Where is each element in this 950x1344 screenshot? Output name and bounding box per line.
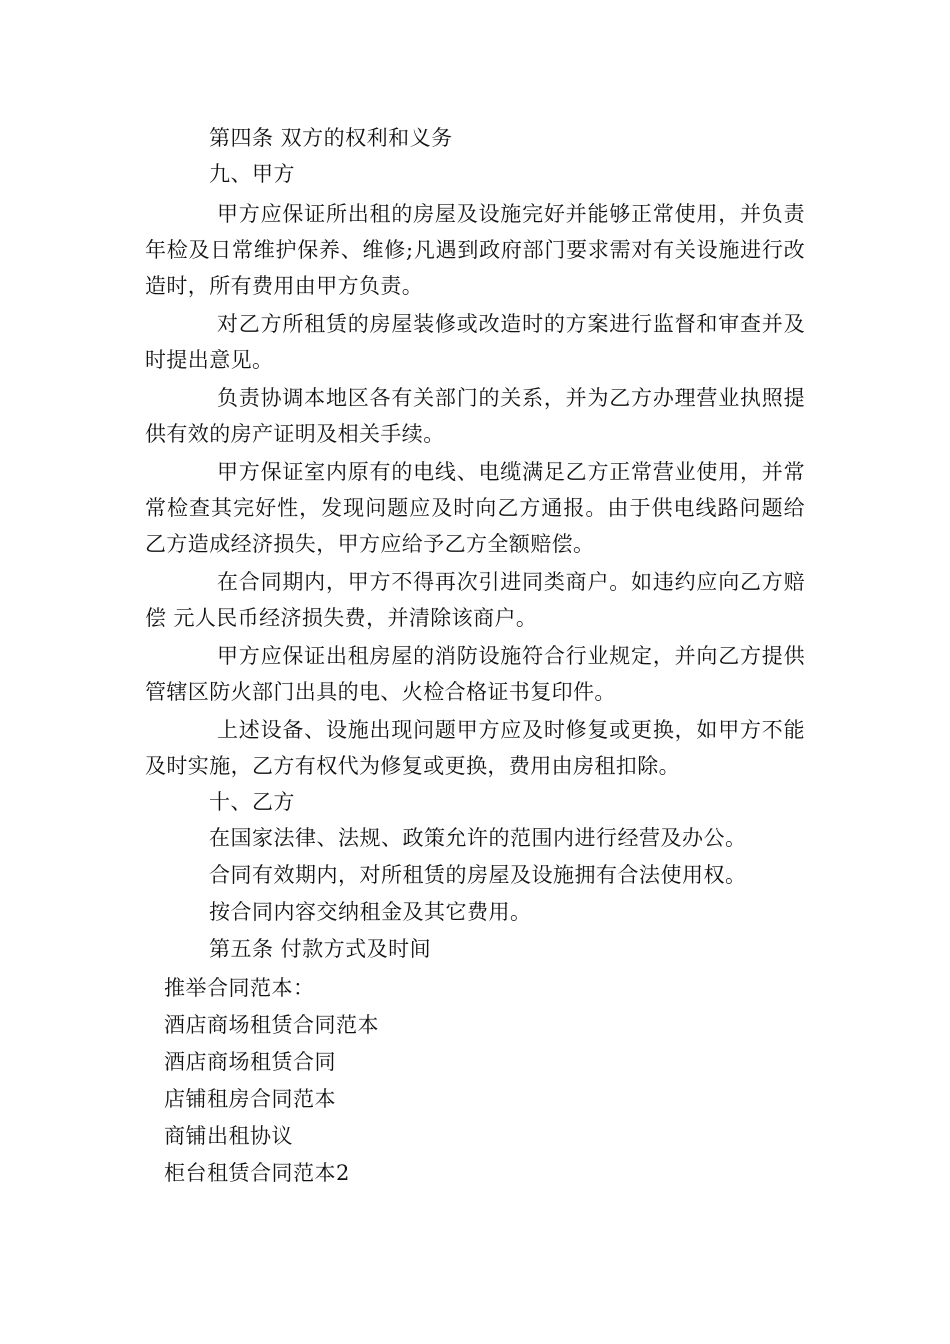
section10-heading: 十、乙方 (209, 790, 295, 814)
article4-heading: 第四条 双方的权利和义务 (209, 126, 453, 150)
recommend-link-5[interactable]: 柜台租赁合同范本2 (164, 1161, 350, 1185)
party-b-item-1: 在国家法律、法规、政策允许的范围内进行经营及办公。 (209, 826, 747, 850)
party-a-paragraph-6: 甲方应保证出租房屋的消防设施符合行业规定，并向乙方提供管辖区防火部门出具的电、火检合格证书复印件。 (145, 644, 805, 704)
recommend-link-4[interactable]: 商铺出租协议 (164, 1124, 293, 1148)
section9-heading: 九、甲方 (209, 162, 295, 186)
recommend-link-1[interactable]: 酒店商场租赁合同范本 (164, 1013, 379, 1037)
party-a-paragraph-1: 甲方应保证所出租的房屋及设施完好并能够正常使用，并负责年检及日常维护保养、维修;凡遇到政府部门要求需对有关设施进行改造时，所有费用由甲方负责。 (145, 202, 805, 298)
party-a-paragraph-2: 对乙方所租赁的房屋装修或改造时的方案进行监督和审查并及时提出意见。 (145, 312, 805, 372)
article5-heading: 第五条 付款方式及时间 (209, 937, 432, 961)
party-b-item-3: 按合同内容交纳租金及其它费用。 (209, 900, 532, 924)
recommend-heading: 推举合同范本： (164, 976, 315, 1000)
party-a-paragraph-3: 负责协调本地区各有关部门的关系，并为乙方办理营业执照提供有效的房产证明及相关手续。 (145, 386, 805, 446)
party-a-paragraph-5: 在合同期内，甲方不得再次引进同类商户。如违约应向乙方赔偿 元人民币经济损失费，并清除该商户。 (145, 570, 805, 630)
party-a-paragraph-4: 甲方保证室内原有的电线、电缆满足乙方正常营业使用，并常常检查其完好性，发现问题应及时向乙方通报。由于供电线路问题给乙方造成经济损失，甲方应给予乙方全额赔偿。 (145, 460, 805, 556)
party-b-item-2: 合同有效期内，对所租赁的房屋及设施拥有合法使用权。 (209, 863, 747, 887)
recommend-link-3[interactable]: 店铺租房合同范本 (164, 1087, 336, 1111)
party-a-paragraph-7: 上述设备、设施出现问题甲方应及时修复或更换，如甲方不能及时实施，乙方有权代为修复或更换，费用由房租扣除。 (145, 718, 805, 778)
recommend-link-2[interactable]: 酒店商场租赁合同 (164, 1050, 336, 1074)
